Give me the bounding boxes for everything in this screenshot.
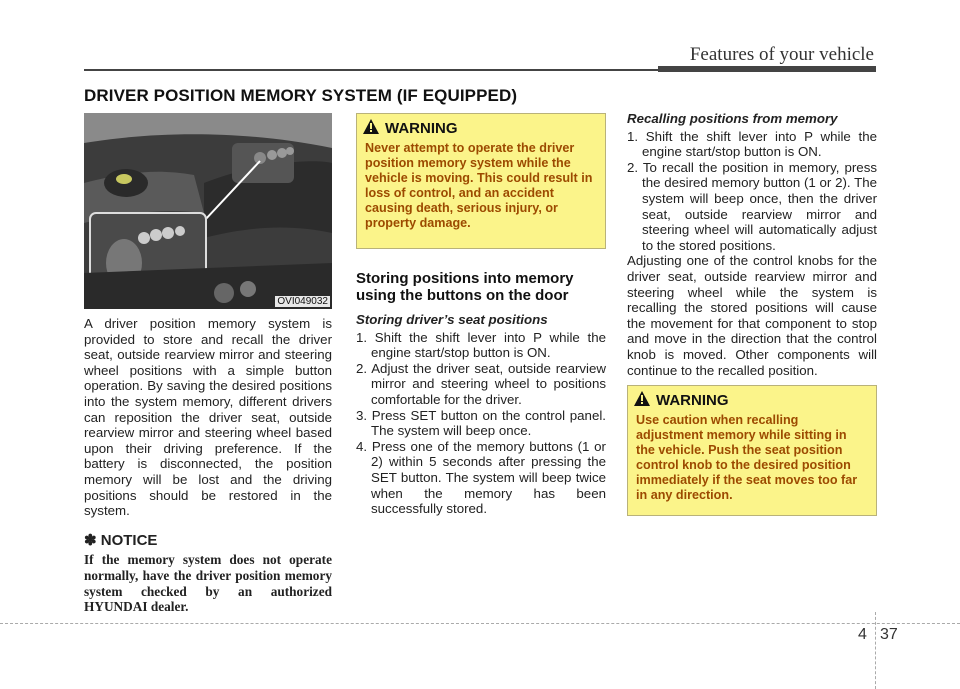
storing-step: 3. Press SET button on the control panel. The system will beep once. (356, 407, 606, 439)
warning-title-1 (385, 120, 597, 137)
storing-step: 1. Shift the shift lever into P while the engine start/stop button is ON. (356, 329, 606, 361)
header-tab-bar (658, 66, 876, 72)
storing-step: 4. Press one of the memory buttons (1 or 2) within 5 seconds after pressing the SET button. The system will beep twice when the memory has been successfully stored. (356, 438, 606, 517)
storing-heading: Storing positions into memory using the buttons on the door (356, 270, 574, 304)
recalling-step: 2. To recall the position in memory, press the desired memory button (1 or 2). The system will beep once, then the driver seat, outside rearview mirror and steering wheel will automatically adjust to the stored positions. (627, 159, 877, 253)
door-memory-buttons-photo (84, 113, 332, 309)
warning-title-text-2: WARNING (656, 392, 729, 409)
middle-column (356, 270, 606, 517)
notice-body: If the memory system does not operate normally, have the driver position memory system checked by an authorized HYUNDAI dealer. (84, 552, 332, 615)
warning-triangle-icon (363, 119, 379, 134)
door-panel-illustration (84, 113, 332, 309)
storing-steps (356, 330, 606, 517)
left-column (84, 316, 332, 615)
recalling-steps (627, 129, 877, 254)
running-header: Features of your vehicle (689, 44, 874, 65)
warning-body-1: Never attempt to operate the driver position memory system while the vehicle is moving. This could result in loss of control, and an accident causing death, serious injury, or property damage. (365, 141, 593, 230)
warning-box-2 (627, 385, 877, 516)
page-number: 37 (880, 626, 898, 643)
warning-body-2: Use caution when recalling adjustment memory while sitting in the vehicle. Push the seat position control knob to the desired position immediately if the seat moves too far in any direction. (636, 413, 858, 502)
footer-dashed-rule (0, 623, 960, 624)
notice-title: ✽ NOTICE (84, 531, 158, 549)
recalling-step: 1. Shift the shift lever into P while the engine start/stop button is ON. (627, 128, 877, 160)
warning-box-1 (356, 113, 606, 249)
footer-vertical-rule (875, 612, 876, 689)
recalling-note: Adjusting one of the control knobs for the driver seat, outside rearview mirror and steering wheel while the system is recalling the stored positions will cause the movement for that component to stop and move in the direction that the control knob is moved. Other components will continue to the recalled position. (627, 253, 877, 378)
right-column (627, 111, 877, 378)
storing-subheading: Storing driver’s seat positions (356, 312, 548, 327)
section-title: DRIVER POSITION MEMORY SYSTEM (IF EQUIPPED) (84, 86, 518, 105)
storing-step: 2. Adjust the driver seat, outside rearview mirror and steering wheel to positions comfortable for the driver. (356, 360, 606, 407)
warning-title-text-1: WARNING (385, 120, 458, 137)
recalling-subheading: Recalling positions from memory (627, 111, 838, 126)
intro-paragraph: A driver position memory system is provided to store and recall the driver seat, outside rearview mirror and steering wheel positions with a simple button operation. By saving the desired positions into the system memory, different drivers can reposition the driver seat, outside rearview mirror and steering wheel based upon their driving preference. If the battery is disconnected, the position memory will be lost and the driving positions should be restored in the system. (84, 316, 332, 519)
warning-title-2 (656, 392, 868, 409)
photo-caption: OVI049032 (277, 296, 328, 307)
chapter-number: 4 (858, 626, 867, 643)
warning-triangle-icon (634, 391, 650, 406)
